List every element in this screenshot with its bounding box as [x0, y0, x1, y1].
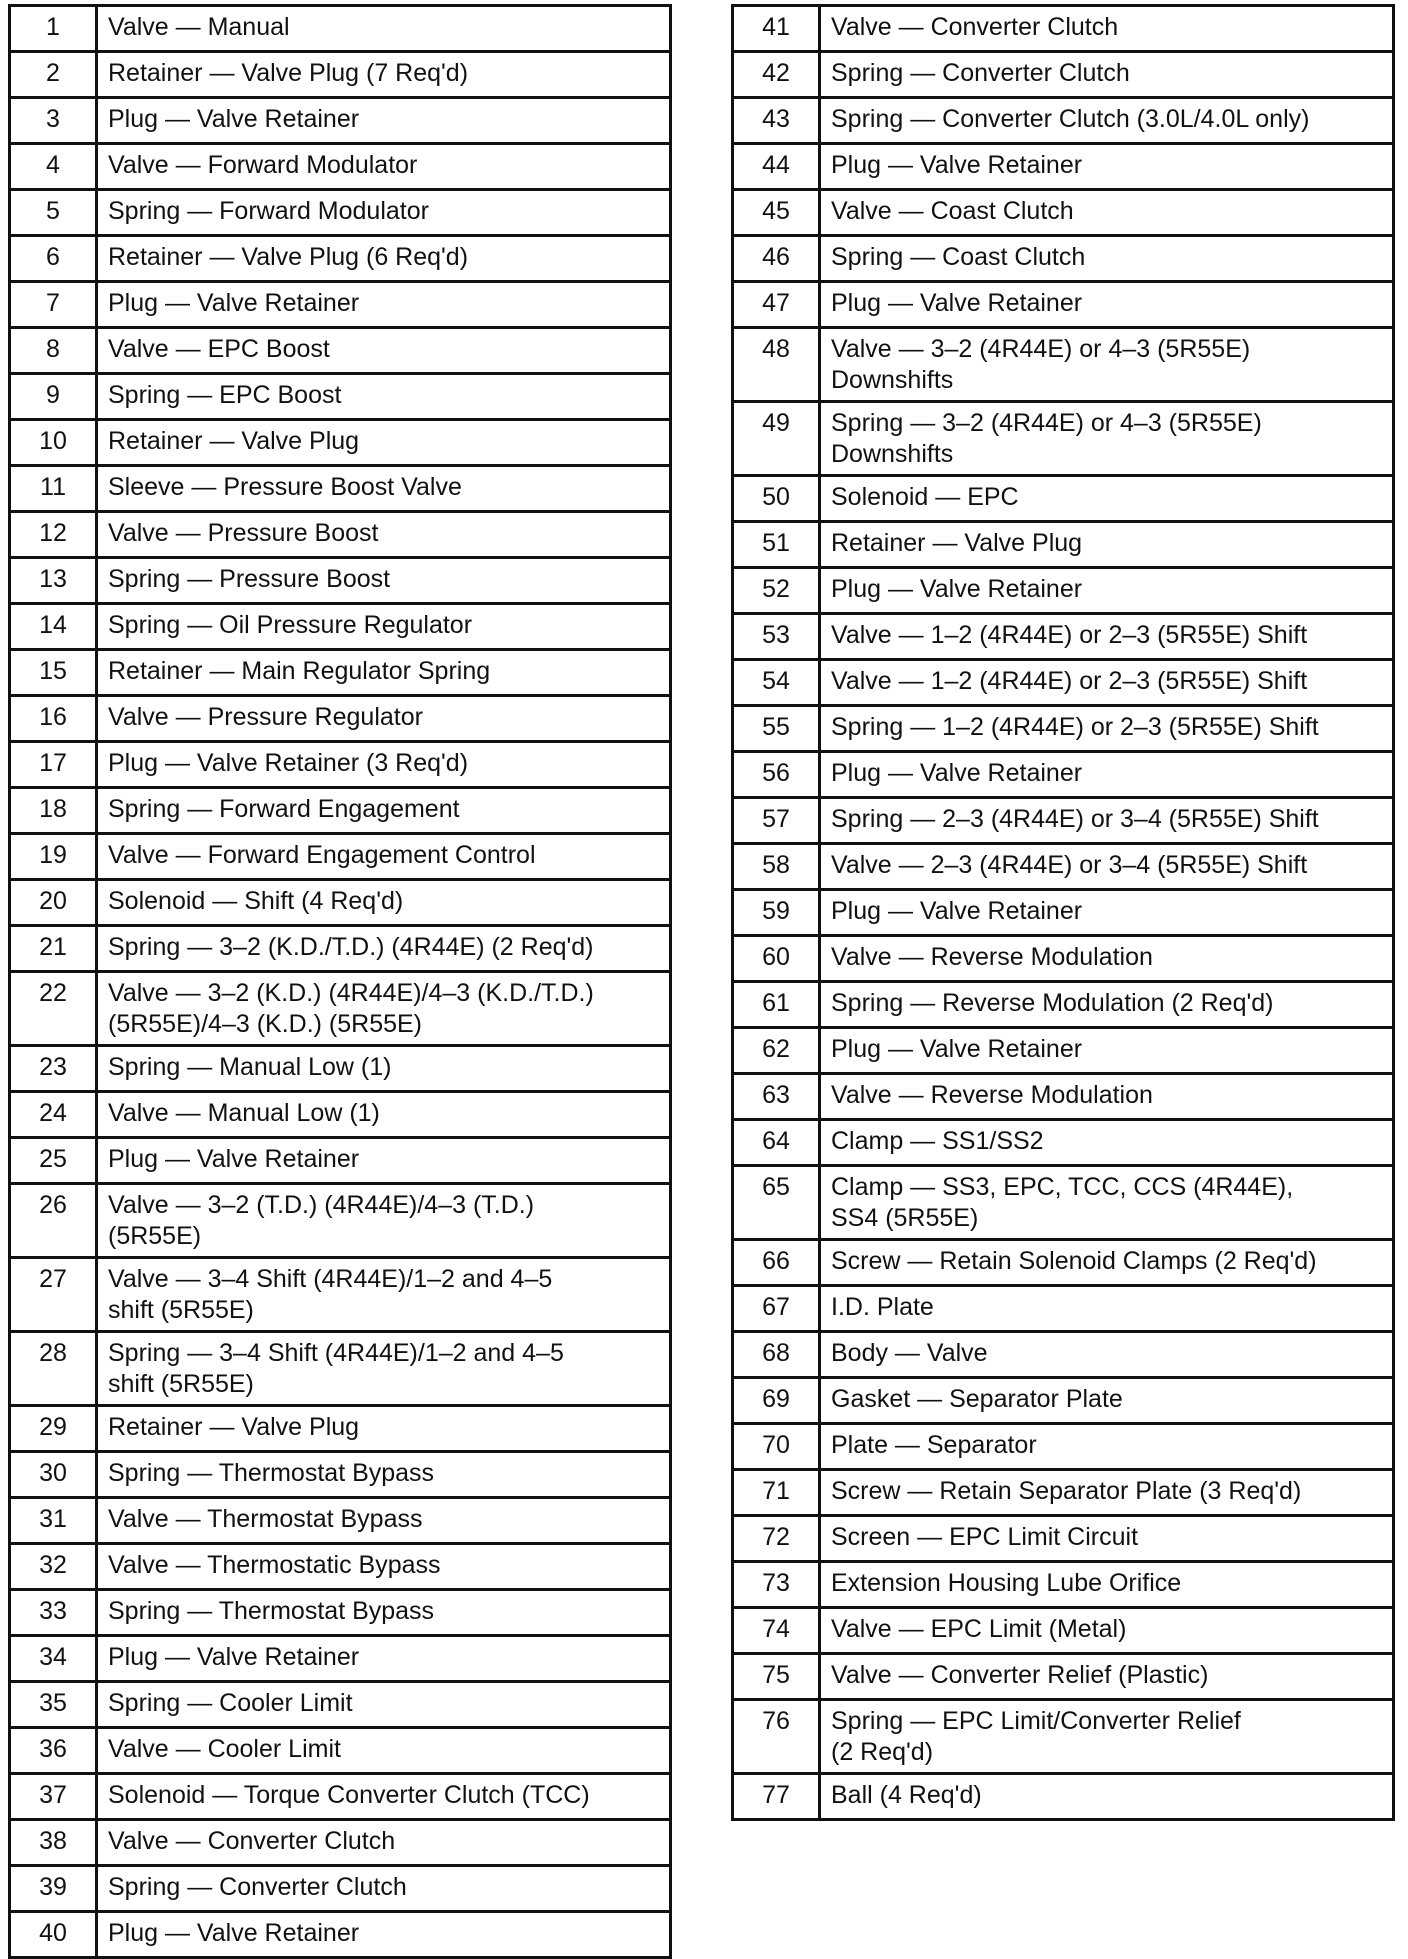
part-number: 75	[733, 1654, 820, 1700]
part-row	[10, 1138, 671, 1184]
part-number: 48	[733, 328, 820, 402]
part-row	[10, 144, 671, 190]
part-description: Valve — Pressure Boost	[97, 512, 671, 558]
part-number: 34	[10, 1636, 97, 1682]
part-number: 17	[10, 742, 97, 788]
part-row	[733, 1332, 1394, 1378]
part-row	[733, 1700, 1394, 1774]
part-description: Spring — 3–4 Shift (4R44E)/1–2 and 4–5 shift (5R55E)	[97, 1332, 671, 1406]
part-row	[733, 936, 1394, 982]
part-description: Plug — Valve Retainer (3 Req'd)	[97, 742, 671, 788]
part-description: Valve — Converter Relief (Plastic)	[820, 1654, 1394, 1700]
part-description: Spring — EPC Boost	[97, 374, 671, 420]
part-number: 77	[733, 1774, 820, 1820]
part-description: Solenoid — Torque Converter Clutch (TCC)	[97, 1774, 671, 1820]
part-description: Spring — Thermostat Bypass	[97, 1590, 671, 1636]
part-row	[10, 834, 671, 880]
part-description: Valve — Reverse Modulation	[820, 936, 1394, 982]
part-row	[733, 1516, 1394, 1562]
part-number: 73	[733, 1562, 820, 1608]
part-number: 56	[733, 752, 820, 798]
part-description: Valve — Coast Clutch	[820, 190, 1394, 236]
part-row	[10, 1184, 671, 1258]
part-description: Retainer — Valve Plug (7 Req'd)	[97, 52, 671, 98]
part-description: Valve — Manual Low (1)	[97, 1092, 671, 1138]
part-description: Valve — Pressure Regulator	[97, 696, 671, 742]
part-number: 69	[733, 1378, 820, 1424]
part-description: Spring — Cooler Limit	[97, 1682, 671, 1728]
part-number: 24	[10, 1092, 97, 1138]
part-row	[733, 660, 1394, 706]
part-description: Valve — 3–4 Shift (4R44E)/1–2 and 4–5 shift (5R55E)	[97, 1258, 671, 1332]
part-description: Spring — Forward Modulator	[97, 190, 671, 236]
part-row	[733, 798, 1394, 844]
part-number: 29	[10, 1406, 97, 1452]
part-description: Valve — Thermostat Bypass	[97, 1498, 671, 1544]
part-row	[733, 890, 1394, 936]
part-number: 33	[10, 1590, 97, 1636]
part-row	[733, 402, 1394, 476]
part-description: Plate — Separator	[820, 1424, 1394, 1470]
part-number: 76	[733, 1700, 820, 1774]
part-number: 50	[733, 476, 820, 522]
part-number: 58	[733, 844, 820, 890]
part-number: 57	[733, 798, 820, 844]
part-description: Plug — Valve Retainer	[820, 568, 1394, 614]
part-description: Spring — Manual Low (1)	[97, 1046, 671, 1092]
part-description: Solenoid — Shift (4 Req'd)	[97, 880, 671, 926]
part-description: Valve — Thermostatic Bypass	[97, 1544, 671, 1590]
part-number: 51	[733, 522, 820, 568]
part-row	[10, 1774, 671, 1820]
part-row	[10, 972, 671, 1046]
part-description: Screw — Retain Separator Plate (3 Req'd)	[820, 1470, 1394, 1516]
part-description: Valve — 1–2 (4R44E) or 2–3 (5R55E) Shift	[820, 660, 1394, 706]
part-description: Valve — 3–2 (4R44E) or 4–3 (5R55E) Downshifts	[820, 328, 1394, 402]
part-description: Valve — Manual	[97, 6, 671, 52]
part-row	[10, 1092, 671, 1138]
part-number: 63	[733, 1074, 820, 1120]
part-row	[733, 568, 1394, 614]
part-row	[10, 512, 671, 558]
part-number: 62	[733, 1028, 820, 1074]
part-row	[733, 982, 1394, 1028]
part-row	[733, 1608, 1394, 1654]
part-row	[733, 6, 1394, 52]
part-number: 16	[10, 696, 97, 742]
part-description: Spring — 3–2 (K.D./T.D.) (4R44E) (2 Req'd)	[97, 926, 671, 972]
part-number: 43	[733, 98, 820, 144]
part-description: Spring — 1–2 (4R44E) or 2–3 (5R55E) Shift	[820, 706, 1394, 752]
part-description: Spring — Converter Clutch (3.0L/4.0L only)	[820, 98, 1394, 144]
part-row	[10, 1866, 671, 1912]
part-description: Retainer — Valve Plug	[820, 522, 1394, 568]
part-row	[10, 604, 671, 650]
part-row	[10, 742, 671, 788]
part-number: 46	[733, 236, 820, 282]
part-description: Clamp — SS1/SS2	[820, 1120, 1394, 1166]
part-description: Spring — Coast Clutch	[820, 236, 1394, 282]
part-description: Valve — 3–2 (K.D.) (4R44E)/4–3 (K.D./T.D.) (5R55E)/4–3 (K.D.) (5R55E)	[97, 972, 671, 1046]
part-description: Spring — Oil Pressure Regulator	[97, 604, 671, 650]
part-description: Gasket — Separator Plate	[820, 1378, 1394, 1424]
part-description: Retainer — Valve Plug (6 Req'd)	[97, 236, 671, 282]
part-description: Body — Valve	[820, 1332, 1394, 1378]
part-description: Plug — Valve Retainer	[820, 1028, 1394, 1074]
part-row	[733, 752, 1394, 798]
part-row	[733, 1424, 1394, 1470]
part-description: Plug — Valve Retainer	[97, 1912, 671, 1958]
part-description: Plug — Valve Retainer	[820, 282, 1394, 328]
part-number: 31	[10, 1498, 97, 1544]
part-row	[10, 650, 671, 696]
part-row	[733, 706, 1394, 752]
part-number: 72	[733, 1516, 820, 1562]
part-description: Valve — Converter Clutch	[97, 1820, 671, 1866]
part-number: 28	[10, 1332, 97, 1406]
part-row	[10, 558, 671, 604]
part-row	[733, 1286, 1394, 1332]
part-description: Retainer — Valve Plug	[97, 1406, 671, 1452]
part-row	[733, 144, 1394, 190]
part-row	[10, 1498, 671, 1544]
part-number: 55	[733, 706, 820, 752]
part-number: 30	[10, 1452, 97, 1498]
part-number: 44	[733, 144, 820, 190]
part-row	[733, 190, 1394, 236]
part-number: 22	[10, 972, 97, 1046]
part-number: 47	[733, 282, 820, 328]
part-description: Plug — Valve Retainer	[97, 1138, 671, 1184]
part-row	[10, 880, 671, 926]
part-description: Screen — EPC Limit Circuit	[820, 1516, 1394, 1562]
part-description: Valve — EPC Limit (Metal)	[820, 1608, 1394, 1654]
part-number: 49	[733, 402, 820, 476]
part-row	[733, 1028, 1394, 1074]
part-description: Spring — Converter Clutch	[97, 1866, 671, 1912]
part-number: 8	[10, 328, 97, 374]
part-row	[733, 1378, 1394, 1424]
part-number: 9	[10, 374, 97, 420]
part-description: Spring — 2–3 (4R44E) or 3–4 (5R55E) Shift	[820, 798, 1394, 844]
part-number: 19	[10, 834, 97, 880]
part-number: 53	[733, 614, 820, 660]
part-number: 12	[10, 512, 97, 558]
part-row	[10, 1406, 671, 1452]
part-description: Valve — 2–3 (4R44E) or 3–4 (5R55E) Shift	[820, 844, 1394, 890]
part-number: 14	[10, 604, 97, 650]
part-row	[10, 190, 671, 236]
parts-table-right	[731, 4, 1395, 1821]
part-row	[733, 1470, 1394, 1516]
part-row	[10, 1452, 671, 1498]
part-number: 60	[733, 936, 820, 982]
part-number: 26	[10, 1184, 97, 1258]
part-description: Spring — Pressure Boost	[97, 558, 671, 604]
part-number: 54	[733, 660, 820, 706]
parts-table-left-body	[10, 6, 671, 1958]
part-row	[10, 6, 671, 52]
parts-table-left	[8, 4, 672, 1959]
part-row	[10, 926, 671, 972]
part-description: Extension Housing Lube Orifice	[820, 1562, 1394, 1608]
part-number: 21	[10, 926, 97, 972]
part-number: 67	[733, 1286, 820, 1332]
part-number: 42	[733, 52, 820, 98]
part-number: 13	[10, 558, 97, 604]
part-description: I.D. Plate	[820, 1286, 1394, 1332]
part-row	[10, 420, 671, 466]
part-description: Valve — EPC Boost	[97, 328, 671, 374]
part-description: Retainer — Main Regulator Spring	[97, 650, 671, 696]
part-number: 71	[733, 1470, 820, 1516]
part-number: 11	[10, 466, 97, 512]
part-number: 4	[10, 144, 97, 190]
part-number: 2	[10, 52, 97, 98]
part-row	[733, 1654, 1394, 1700]
part-number: 59	[733, 890, 820, 936]
part-description: Valve — 1–2 (4R44E) or 2–3 (5R55E) Shift	[820, 614, 1394, 660]
part-row	[10, 1636, 671, 1682]
part-description: Retainer — Valve Plug	[97, 420, 671, 466]
part-row	[10, 1682, 671, 1728]
part-number: 61	[733, 982, 820, 1028]
part-description: Valve — 3–2 (T.D.) (4R44E)/4–3 (T.D.) (5R55E)	[97, 1184, 671, 1258]
part-number: 10	[10, 420, 97, 466]
part-description: Plug — Valve Retainer	[820, 752, 1394, 798]
part-number: 65	[733, 1166, 820, 1240]
part-row	[10, 1590, 671, 1636]
part-number: 64	[733, 1120, 820, 1166]
part-row	[733, 1240, 1394, 1286]
part-row	[733, 328, 1394, 402]
part-row	[733, 1120, 1394, 1166]
part-description: Plug — Valve Retainer	[97, 1636, 671, 1682]
part-description: Ball (4 Req'd)	[820, 1774, 1394, 1820]
parts-table-right-body	[733, 6, 1394, 1820]
part-number: 66	[733, 1240, 820, 1286]
part-description: Plug — Valve Retainer	[820, 144, 1394, 190]
part-row	[10, 788, 671, 834]
part-number: 36	[10, 1728, 97, 1774]
part-row	[733, 1166, 1394, 1240]
part-description: Plug — Valve Retainer	[97, 282, 671, 328]
part-row	[733, 98, 1394, 144]
part-description: Plug — Valve Retainer	[820, 890, 1394, 936]
part-row	[733, 236, 1394, 282]
part-number: 68	[733, 1332, 820, 1378]
part-number: 38	[10, 1820, 97, 1866]
part-row	[733, 614, 1394, 660]
part-number: 27	[10, 1258, 97, 1332]
part-description: Spring — EPC Limit/Converter Relief (2 Req'd)	[820, 1700, 1394, 1774]
part-number: 41	[733, 6, 820, 52]
part-row	[10, 236, 671, 282]
part-row	[10, 374, 671, 420]
part-description: Valve — Forward Engagement Control	[97, 834, 671, 880]
part-number: 74	[733, 1608, 820, 1654]
part-row	[10, 52, 671, 98]
part-number: 70	[733, 1424, 820, 1470]
part-number: 6	[10, 236, 97, 282]
part-row	[10, 1332, 671, 1406]
part-number: 52	[733, 568, 820, 614]
part-number: 39	[10, 1866, 97, 1912]
part-description: Screw — Retain Solenoid Clamps (2 Req'd)	[820, 1240, 1394, 1286]
part-description: Spring — Reverse Modulation (2 Req'd)	[820, 982, 1394, 1028]
part-number: 3	[10, 98, 97, 144]
part-description: Spring — Thermostat Bypass	[97, 1452, 671, 1498]
part-row	[10, 282, 671, 328]
part-description: Valve — Cooler Limit	[97, 1728, 671, 1774]
part-row	[10, 98, 671, 144]
part-row	[733, 52, 1394, 98]
part-description: Spring — Converter Clutch	[820, 52, 1394, 98]
part-number: 45	[733, 190, 820, 236]
part-row	[733, 1562, 1394, 1608]
part-number: 25	[10, 1138, 97, 1184]
part-number: 35	[10, 1682, 97, 1728]
part-row	[10, 1258, 671, 1332]
part-row	[10, 1912, 671, 1958]
part-row	[733, 282, 1394, 328]
part-number: 5	[10, 190, 97, 236]
part-number: 15	[10, 650, 97, 696]
part-description: Plug — Valve Retainer	[97, 98, 671, 144]
part-number: 1	[10, 6, 97, 52]
part-description: Valve — Converter Clutch	[820, 6, 1394, 52]
part-row	[10, 1728, 671, 1774]
part-row	[10, 466, 671, 512]
part-row	[733, 522, 1394, 568]
part-row	[733, 844, 1394, 890]
part-row	[10, 1820, 671, 1866]
part-row	[10, 1544, 671, 1590]
part-row	[733, 1074, 1394, 1120]
part-description: Solenoid — EPC	[820, 476, 1394, 522]
part-row	[10, 1046, 671, 1092]
part-description: Spring — Forward Engagement	[97, 788, 671, 834]
part-description: Valve — Forward Modulator	[97, 144, 671, 190]
part-description: Valve — Reverse Modulation	[820, 1074, 1394, 1120]
part-number: 7	[10, 282, 97, 328]
part-number: 20	[10, 880, 97, 926]
part-description: Spring — 3–2 (4R44E) or 4–3 (5R55E) Downshifts	[820, 402, 1394, 476]
part-number: 18	[10, 788, 97, 834]
part-number: 40	[10, 1912, 97, 1958]
part-row	[733, 1774, 1394, 1820]
part-row	[733, 476, 1394, 522]
part-description: Clamp — SS3, EPC, TCC, CCS (4R44E), SS4 (5R55E)	[820, 1166, 1394, 1240]
part-row	[10, 696, 671, 742]
part-number: 37	[10, 1774, 97, 1820]
part-description: Sleeve — Pressure Boost Valve	[97, 466, 671, 512]
part-number: 23	[10, 1046, 97, 1092]
part-row	[10, 328, 671, 374]
part-number: 32	[10, 1544, 97, 1590]
